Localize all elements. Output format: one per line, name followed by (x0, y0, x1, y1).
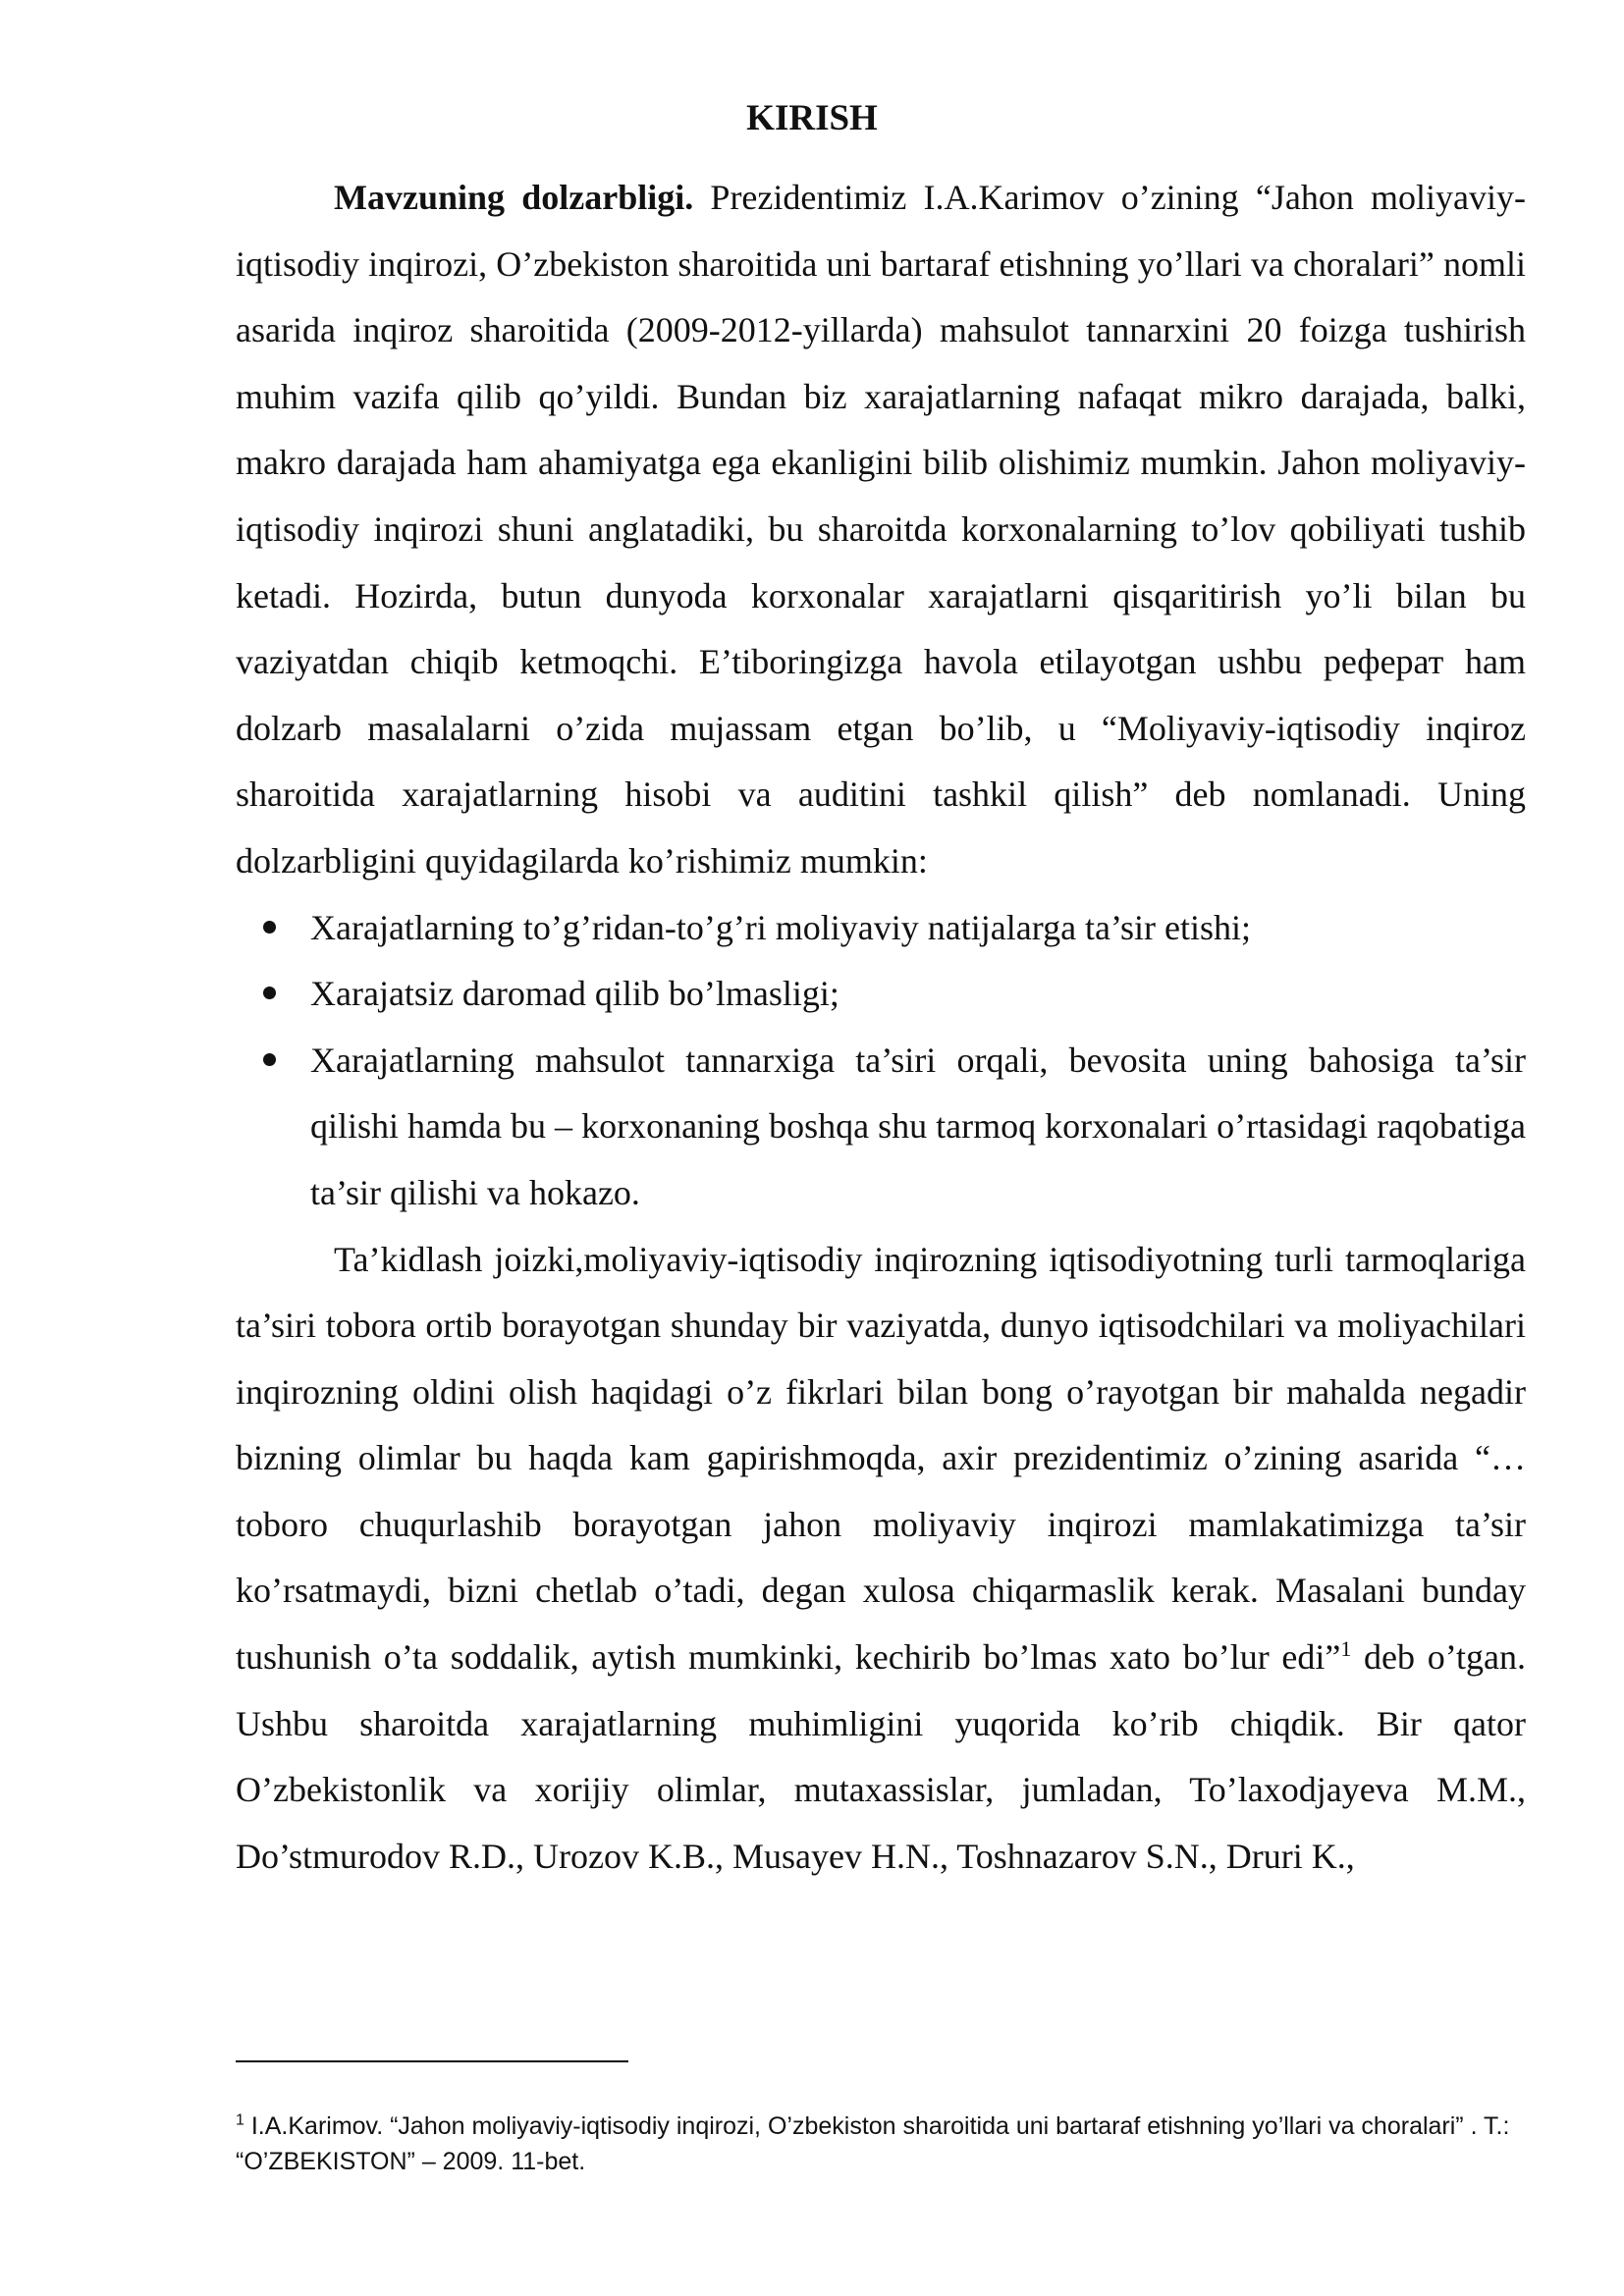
footnote-reference[interactable]: 1 (1340, 1636, 1352, 1662)
list-item (236, 1028, 1526, 1227)
list-item-text: Xarajatlarning to’g’ridan-to’g’ri moliyaviy natijalarga ta’sir etishi; (310, 907, 1252, 947)
footnote-number: 1 (236, 2111, 244, 2129)
page-title: KIRISH (746, 98, 878, 138)
list-item-text: Xarajatlarning mahsulot tannarxiga ta’siri orqali, bevosita uning bahosiga ta’sir qilishi hamda bu – korxonaning boshqa shu tarmoq korxonalari o’rtasidagi raqobatiga ta’sir qilishi va hokazo. (310, 1040, 1526, 1212)
second-paragraph (236, 1227, 1526, 1891)
intro-text: Prezidentimiz I.A.Karimov o’zining “Jahon moliyaviy-iqtisodiy inqirozi, O’zbekiston sharoitida uni bartaraf etishning yo’llari va choralari” nomli asarida inqiroz sharoitida (2009-2012-yillarda) mahsulot tannarxini 20 foizga tushirish muhim vazifa qilib qo’yildi. Bundan biz xarajatlarning nafaqat mikro darajada, balki, makro darajada ham ahamiyatga ega ekanligini bilib olishimiz mumkin. Jahon moliyaviy-iqtisodiy inqirozi shuni anglatadiki, bu sharoitda korxonalarning to’lov qobiliyati tushib ketadi. Hozirda, butun dunyoda korxonalar xarajatlarni qisqaritirish yo’li bilan bu vaziyatdan chiqib ketmoqchi. E’tiboringizga havola etilayotgan ushbu реферат ham dolzarb masalalarni o’zida mujassam etgan bo’lib, u “Moliyaviy-iqtisodiy inqiroz sharoitida xarajatlarning hisobi va auditini tashkil qilish” deb nomlanadi. Uning dolzarbligini quyidagilarda ko’rishimiz mumkin: (236, 178, 1526, 881)
list-item (236, 895, 1526, 962)
list-item (236, 961, 1526, 1028)
intro-label: Mavzuning dolzarbligi. (334, 178, 694, 217)
list-item-text: Xarajatsiz daromad qilib bo’lmasligi; (310, 974, 839, 1014)
second-paragraph-continuation: deb o’tgan. Ushbu sharoitda xarajatlarning muhimligini yuqorida ko’rib chiqdik. Bir qator O’zbekistonlik va xorijiy olimlar, mutaxassislar, jumladan, To’laxodjayeva M.M., Do’stmurodov R.D., Urozov K.B., Musayev H.N., Toshnazarov S.N., Druri K., (236, 1637, 1527, 1876)
footnote-divider (236, 2060, 628, 2062)
footnote (236, 2109, 1526, 2179)
second-paragraph-text: Ta’kidlash joizki,moliyaviy-iqtisodiy inqirozning iqtisodiyotning turli tarmoqlariga ta’siri tobora ortib borayotgan shunday bir vaziyatda, dunyo iqtisodchilari va moliyachilari inqirozning oldini olish haqidagi o’z fikrlari bilan bong o’rayotgan bir mahalda negadir bizning olimlar bu haqda kam gapirishmoqda, axir prezidentimiz o’zining asarida “… toboro chuqurlashib borayotgan jahon moliyaviy inqirozi mamlakatimizga ta’sir ko’rsatmaydi, bizni chetlab o’tadi, degan xulosa chiqarmaslik kerak. Masalani bunday tushunish o’ta soddalik, aytish mumkinki, kechirib bo’lmas xato bo’lur edi” (236, 1239, 1526, 1678)
intro-paragraph (236, 165, 1526, 895)
body-text (236, 165, 1526, 1890)
bullet-list (236, 895, 1526, 1227)
bullet-icon (263, 921, 276, 934)
bullet-icon (263, 987, 276, 999)
footnote-text: I.A.Karimov. “Jahon moliyaviy-iqtisodiy inqirozi, O’zbekiston sharoitida uni bartaraf etishning yo’llari va choralari” . T.: “O’ZBEKISTON” – 2009. 11-bet. (236, 2112, 1510, 2175)
bullet-icon (263, 1053, 276, 1066)
